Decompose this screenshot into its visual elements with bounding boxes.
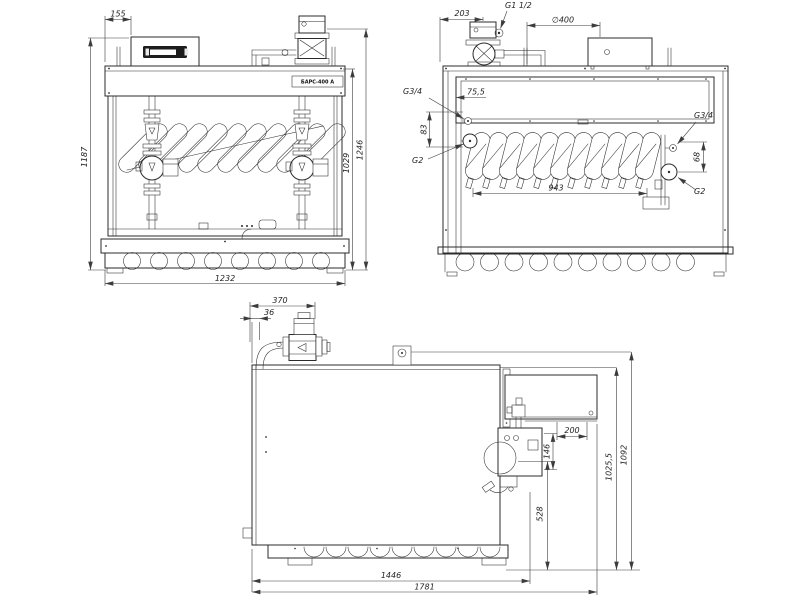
svg-text:75,5: 75,5 xyxy=(467,87,485,97)
svg-text:1029: 1029 xyxy=(342,152,351,174)
flue-box xyxy=(588,38,652,69)
svg-text:G2: G2 xyxy=(694,187,706,196)
top-valve-front xyxy=(252,16,329,66)
dim-side-burner-axis xyxy=(506,462,640,571)
svg-text:1232: 1232 xyxy=(214,274,236,283)
svg-text:146: 146 xyxy=(542,443,552,460)
svg-text:1025,5: 1025,5 xyxy=(604,453,614,481)
svg-text:1092: 1092 xyxy=(619,444,629,466)
svg-text:370: 370 xyxy=(272,296,288,305)
lifting-bracket xyxy=(393,346,411,365)
dim-front-width xyxy=(105,270,345,286)
base-side xyxy=(268,545,508,565)
rear-view xyxy=(403,1,733,276)
base-front xyxy=(101,239,349,273)
svg-text:203: 203 xyxy=(454,9,470,18)
dim-front-panel-offset xyxy=(105,10,131,63)
top-valve-rear xyxy=(466,22,545,66)
dim-side-height-overall xyxy=(620,352,632,570)
top-valve-side xyxy=(256,313,330,370)
dim-front-height-max xyxy=(327,29,368,270)
dim-side-burner-height xyxy=(543,434,558,470)
dim-side-burner-gap xyxy=(557,422,587,440)
product-nameplate: БАРС-400 А xyxy=(300,79,335,86)
dim-side-height-cabinet xyxy=(605,368,617,571)
dim-side-front-offset xyxy=(240,308,274,363)
svg-text:1187: 1187 xyxy=(80,146,89,168)
svg-text:G2: G2 xyxy=(412,156,424,165)
svg-text:1446: 1446 xyxy=(380,571,402,580)
control-panel xyxy=(131,37,199,66)
svg-text:1246: 1246 xyxy=(355,139,365,161)
svg-text:36: 36 xyxy=(264,308,275,317)
svg-text:83: 83 xyxy=(419,124,429,135)
svg-text:1781: 1781 xyxy=(414,582,435,592)
pump-assembly-right xyxy=(286,96,328,229)
front-view xyxy=(80,10,368,287)
svg-text:G3/4: G3/4 xyxy=(694,111,714,120)
svg-text:528: 528 xyxy=(535,506,545,522)
cabinet-side xyxy=(243,365,500,545)
svg-text:G1 1/2: G1 1/2 xyxy=(505,1,532,10)
pump-assembly-left xyxy=(136,96,178,229)
svg-text:G3/4: G3/4 xyxy=(403,87,423,96)
side-view xyxy=(240,296,640,595)
svg-text:155: 155 xyxy=(110,9,126,19)
svg-text:943: 943 xyxy=(548,183,564,193)
svg-text:200: 200 xyxy=(564,426,580,435)
svg-text:∅400: ∅400 xyxy=(551,15,575,25)
svg-text:68: 68 xyxy=(692,151,702,163)
